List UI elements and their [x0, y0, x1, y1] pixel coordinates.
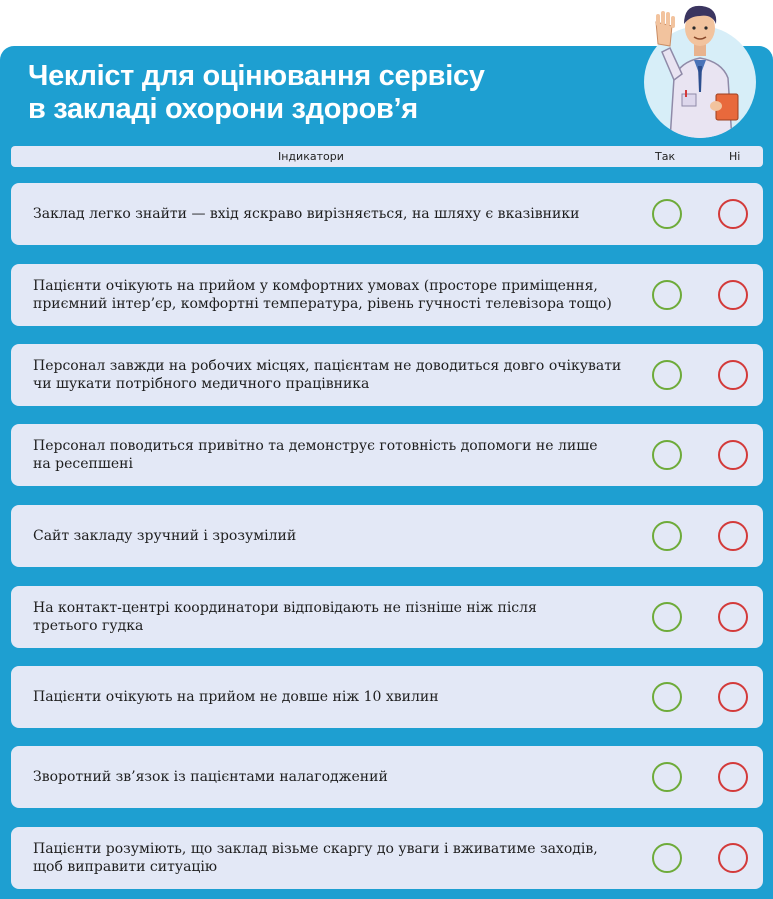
row-text: Сайт закладу зручний і зрозумілий [33, 528, 297, 544]
checklist-row [11, 344, 763, 406]
title-line-1: Чекліст для оцінювання сервісу [28, 60, 485, 92]
row-text: Зворотний зв’язок із пацієнтами налагоджений [33, 769, 388, 785]
page-title [28, 60, 628, 126]
no-radio[interactable] [718, 843, 748, 873]
checklist-row [11, 505, 763, 567]
yes-radio[interactable] [652, 843, 682, 873]
checklist-row [11, 827, 763, 889]
row-text: Пацієнти розуміють, що заклад візьме скаргу до уваги і вживатиме заходів, щоб виправити ситуацію [33, 841, 598, 875]
header-indicators: Індикатори [278, 150, 344, 163]
yes-radio[interactable] [652, 762, 682, 792]
row-text: Персонал завжди на робочих місцях, пацієнтам не доводиться довго очікувати чи шукати потрібного медичного працівника [33, 358, 622, 392]
row-text: Пацієнти очікують на прийом у комфортних умовах (просторе приміщення, приємний інтер’єр, комфортні температура, рівень гучності телевізора тощо) [33, 278, 612, 312]
table-header [11, 146, 763, 167]
header-yes: Так [655, 150, 676, 163]
checklist-row [11, 586, 763, 648]
checklist-row [11, 264, 763, 326]
no-radio[interactable] [718, 360, 748, 390]
checklist-row [11, 746, 763, 808]
doctor-waving-icon [636, 0, 766, 140]
yes-radio[interactable] [652, 280, 682, 310]
no-radio[interactable] [718, 762, 748, 792]
no-radio[interactable] [718, 440, 748, 470]
checklist-row [11, 183, 763, 245]
no-radio[interactable] [718, 280, 748, 310]
row-text: На контакт-центрі координатори відповідають не пізніше ніж після третього гудка [33, 600, 537, 634]
yes-radio[interactable] [652, 602, 682, 632]
yes-radio[interactable] [652, 360, 682, 390]
doctor-avatar [636, 0, 766, 140]
row-text: Персонал поводиться привітно та демонструє готовність допомоги не лише на ресепшені [33, 438, 598, 472]
no-radio[interactable] [718, 602, 748, 632]
row-text: Пацієнти очікують на прийом не довше ніж 10 хвилин [33, 689, 439, 705]
checklist-row [11, 666, 763, 728]
yes-radio[interactable] [652, 440, 682, 470]
no-radio[interactable] [718, 682, 748, 712]
row-text: Заклад легко знайти — вхід яскраво вирізняється, на шляху є вказівники [33, 206, 580, 222]
no-radio[interactable] [718, 199, 748, 229]
title-line-2: в закладі охорони здоров’я [28, 93, 418, 125]
checklist-row [11, 424, 763, 486]
header-no: Ні [729, 150, 741, 163]
yes-radio[interactable] [652, 199, 682, 229]
no-radio[interactable] [718, 521, 748, 551]
yes-radio[interactable] [652, 521, 682, 551]
yes-radio[interactable] [652, 682, 682, 712]
